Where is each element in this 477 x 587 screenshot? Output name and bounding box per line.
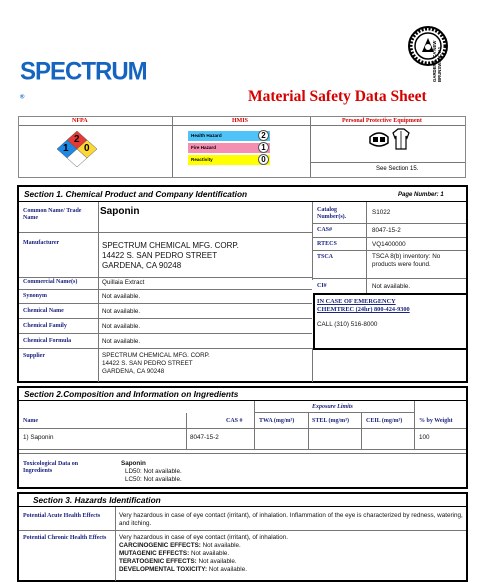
supplier-line2: 14422 S. SAN PEDRO STREET: [102, 360, 193, 367]
goggles-icon: [368, 129, 390, 149]
carcinogenic-value: Not available.: [202, 542, 241, 549]
manufacturer-label: Manufacturer: [23, 240, 60, 246]
nfpa-reactivity-value: 0: [84, 143, 90, 154]
col-stel: STEL (mg/m³): [312, 418, 349, 424]
commercial-name-label: Commercial Name(s): [23, 279, 78, 285]
emergency-line2: CHEMTREC (24hr) 800-424-9300: [317, 306, 410, 313]
section2-title: Section 2.Composition and Information on Ingredients: [24, 389, 239, 399]
hmis-title: HMIS: [232, 118, 249, 124]
call-number: CALL (310) 516-8000: [317, 321, 378, 328]
col-cas: CAS #: [226, 418, 243, 424]
acute-label: Potential Acute Health Effects: [23, 513, 101, 519]
carcinogenic-row: [119, 542, 241, 550]
col-name: Name: [23, 418, 38, 424]
developmental-row: [119, 566, 247, 574]
hmis-reactivity-row: Reactivity: [188, 155, 270, 165]
carcinogenic-label: CARCINOGENIC EFFECTS:: [119, 542, 201, 549]
row-name: 1) Saponin: [23, 434, 54, 441]
rtecs-value: VQ1400000: [372, 241, 406, 248]
iso-seal-icon: [408, 26, 448, 66]
commercial-name-value: Quillaia Extract: [102, 279, 145, 286]
rtecs-label: RTECS: [317, 241, 337, 247]
common-name-label: Common Name/ Trade Name: [23, 208, 82, 221]
teratogenic-value: Not available.: [198, 558, 237, 565]
document-title: Material Safety Data Sheet: [248, 88, 427, 105]
common-name-value: Saponin: [100, 206, 140, 217]
chemical-family-value: Not available.: [102, 323, 141, 330]
chemical-formula-value: Not available.: [102, 338, 141, 345]
acute-value: Very hazardous in case of eye contact (irritant), of inhalation. Inflammation of the eye is characterized by redness, watering, and itching.: [119, 512, 463, 527]
cas-label: CAS#: [317, 227, 333, 233]
section1-title: Section 1. Chemical Product and Company Identification: [24, 189, 248, 199]
supplier-label: Supplier: [23, 353, 46, 359]
hmis-fire-value: 1: [258, 142, 269, 153]
synonym-label: Synonym: [23, 293, 48, 299]
catalog-label: Catalog Number(s).: [317, 207, 347, 220]
tox-lc50: LC50: Not available.: [125, 476, 182, 483]
tsca-label: TSCA: [317, 254, 334, 260]
col-pct: % by Weight: [419, 418, 453, 424]
manufacturer-line2: 14422 S. SAN PEDRO STREET: [102, 251, 218, 260]
tox-name: Saponin: [121, 460, 146, 467]
tsca-value: TSCA 8(b) inventory: No products were found.: [372, 253, 441, 268]
hmis-fire-row: Fire Hazard: [188, 143, 270, 153]
nfpa-title: NFPA: [72, 118, 88, 124]
chemical-formula-label: Chemical Formula: [23, 338, 72, 344]
synonym-value: Not available.: [102, 293, 141, 300]
manufacturer-line1: SPECTRUM CHEMICAL MFG. CORP.: [102, 241, 239, 250]
supplier-line3: GARDENA, CA 90248: [102, 368, 165, 375]
exposure-limits-label: Exposure Limits: [312, 404, 353, 410]
tox-ld50: LD50: Not available.: [125, 468, 182, 475]
nfpa-fire-value: 2: [74, 134, 80, 145]
ppe-note: See Section 15.: [376, 166, 419, 172]
nfpa-health-value: 1: [63, 143, 69, 154]
lab-coat-icon: [392, 128, 410, 150]
row-pct: 100: [419, 434, 430, 441]
chronic-intro: Very hazardous in case of eye contact (irritant), of inhalation.: [119, 534, 289, 541]
chemical-family-label: Chemical Family: [23, 323, 67, 329]
supplier-line1: SPECTRUM CHEMICAL MFG. CORP.: [102, 352, 210, 359]
row-cas: 8047-15-2: [190, 434, 219, 441]
catalog-value: S1022: [372, 209, 391, 216]
chemical-name-value: Not available.: [102, 308, 141, 315]
teratogenic-label: TERATOGENIC EFFECTS:: [119, 558, 197, 565]
page-number: Page Number: 1: [398, 192, 444, 198]
mutagenic-label: MUTAGENIC EFFECTS:: [119, 550, 190, 557]
tox-label: Toxicological Data on Ingredients: [23, 461, 79, 474]
ci-value: Not available.: [372, 283, 411, 290]
spectrum-logo: SPECTRUM®: [20, 57, 147, 101]
hmis-health-value: 2: [258, 130, 269, 141]
developmental-label: DEVELOPMENTAL TOXICITY:: [119, 566, 208, 573]
chronic-label: Potential Chronic Health Effects: [23, 535, 107, 541]
mutagenic-row: [119, 550, 229, 558]
col-twa: TWA (mg/m³): [259, 418, 295, 424]
section3-title: Section 3. Hazards Identification: [33, 495, 161, 505]
developmental-value: Not available.: [208, 566, 247, 573]
emergency-link[interactable]: [317, 298, 410, 314]
col-ceil: CEIL (mg/m³): [366, 418, 403, 424]
ppe-title: Personal Protective Equipment: [342, 118, 422, 124]
seal-location-text: GARDENA, CA NEW BRUNSWICK, NJ: [432, 40, 442, 82]
cas-value: 8047-15-2: [372, 227, 401, 234]
hmis-health-row: Health Hazard: [188, 131, 270, 141]
teratogenic-row: [119, 558, 237, 566]
manufacturer-line3: GARDENA, CA 90248: [102, 261, 182, 270]
emergency-line1: IN CASE OF EMERGENCY: [317, 298, 396, 305]
hmis-reactivity-value: 0: [258, 154, 269, 165]
mutagenic-value: Not available.: [190, 550, 230, 557]
chemical-name-label: Chemical Name: [23, 308, 64, 314]
ci-label: CI#: [317, 283, 327, 289]
